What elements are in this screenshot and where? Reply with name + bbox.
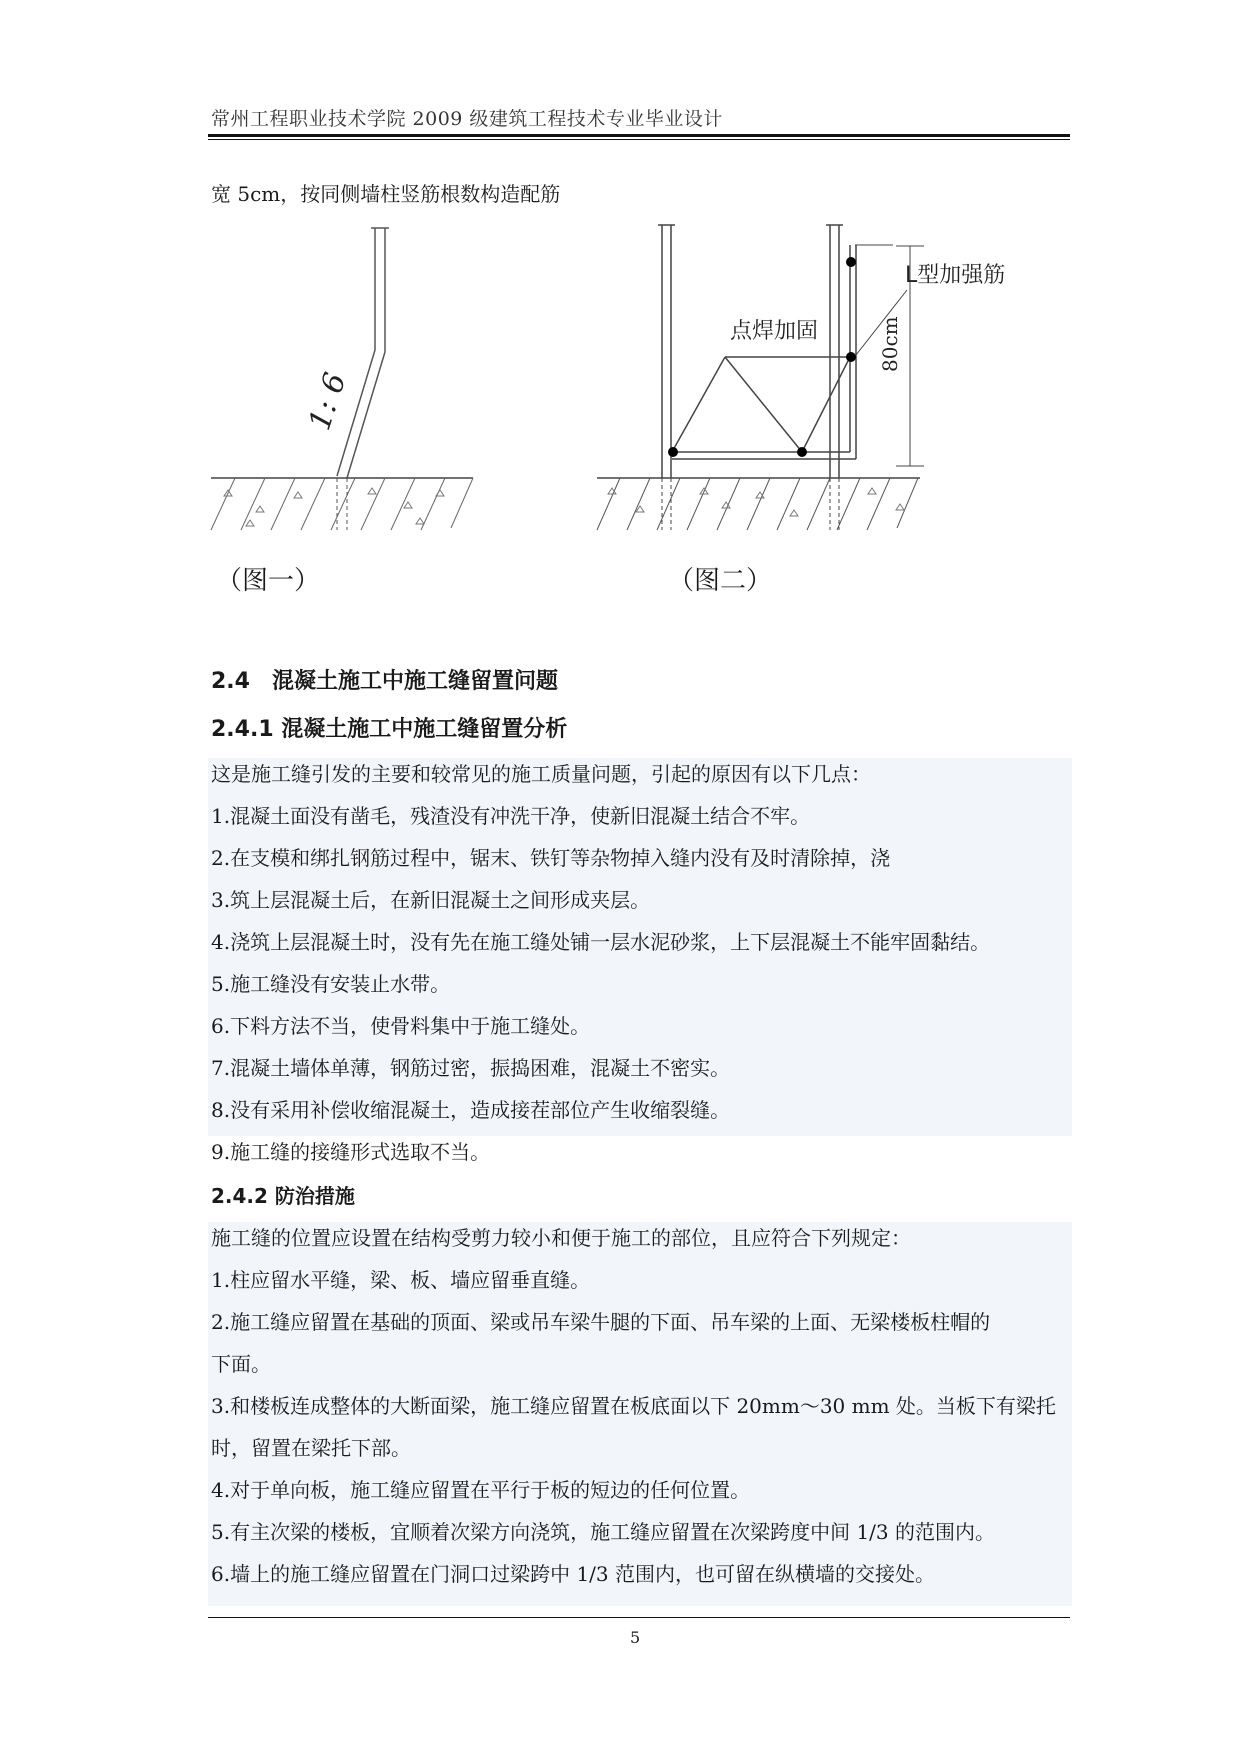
analysis-item: 5.施工缝没有安装止水带。 xyxy=(211,972,451,996)
intro-line: 宽 5cm，按同侧墙柱竖筋根数构造配筋 xyxy=(211,182,561,206)
fig1-ratio-label: 1: 6 xyxy=(302,368,354,435)
section-2-4-heading: 2.4 混凝土施工中施工缝留置问题 xyxy=(211,669,558,694)
measures-item: 6.墙上的施工缝应留置在门洞口过梁跨中 1/3 范围内，也可留在纵横墙的交接处。 xyxy=(211,1562,935,1586)
page-number: 5 xyxy=(630,1628,641,1647)
footer-rule xyxy=(208,1617,1070,1618)
analysis-item: 1.混凝土面没有凿毛，残渣没有冲洗干净，使新旧混凝土结合不牢。 xyxy=(211,804,811,828)
measures-item: 1.柱应留水平缝，梁、板、墙应留垂直缝。 xyxy=(211,1268,591,1292)
figure-1-caption: （图一） xyxy=(216,566,321,596)
fig2-dimension-label: 80cm xyxy=(878,316,902,372)
analysis-paragraph: 这是施工缝引发的主要和较常见的施工质量问题，引起的原因有以下几点： xyxy=(211,762,871,786)
running-header: 常州工程职业技术学院 2009 级建筑工程技术专业毕业设计 xyxy=(211,108,723,130)
measures-item: 2.施工缝应留置在基础的顶面、梁或吊车梁牛腿的下面、吊车梁的上面、无梁楼板柱帽的 xyxy=(211,1310,991,1334)
analysis-item: 3.筑上层混凝土后，在新旧混凝土之间形成夹层。 xyxy=(211,888,651,912)
analysis-item: 9.施工缝的接缝形式选取不当。 xyxy=(211,1140,491,1164)
fig2-rebar-label: L型加强筋 xyxy=(905,263,1006,288)
figure-2 xyxy=(597,225,924,530)
analysis-item: 7.混凝土墙体单薄，钢筋过密，振捣困难，混凝土不密实。 xyxy=(211,1056,731,1080)
analysis-item: 4.浇筑上层混凝土时，没有先在施工缝处铺一层水泥砂浆，上下层混凝土不能牢固黏结。 xyxy=(211,930,991,954)
figure-2-caption: （图二） xyxy=(668,566,773,596)
analysis-item: 6.下料方法不当，使骨料集中于施工缝处。 xyxy=(211,1014,591,1038)
section-2-4-2-heading: 2.4.2 防治措施 xyxy=(211,1184,355,1208)
figures-drawing xyxy=(0,0,1241,620)
measures-item: 5.有主次梁的楼板，宜顺着次梁方向浇筑，施工缝应留置在次梁跨度中间 1/3 的范围内。 xyxy=(211,1520,995,1544)
analysis-item: 8.没有采用补偿收缩混凝土，造成接茬部位产生收缩裂缝。 xyxy=(211,1098,731,1122)
analysis-item: 2.在支模和绑扎钢筋过程中，锯末、铁钉等杂物掉入缝内没有及时清除掉，浇 xyxy=(211,846,891,870)
measures-paragraph: 施工缝的位置应设置在结构受剪力较小和便于施工的部位，且应符合下列规定： xyxy=(211,1226,911,1250)
measures-item-continued: 下面。 xyxy=(211,1352,271,1376)
measures-item-continued: 时，留置在梁托下部。 xyxy=(211,1436,411,1460)
measures-item: 3.和楼板连成整体的大断面梁，施工缝应留置在板底面以下 20mm～30 mm 处。当板下有梁托 xyxy=(211,1394,1056,1418)
fig2-weld-label: 点焊加固 xyxy=(730,319,819,344)
section-2-4-1-heading: 2.4.1 混凝土施工中施工缝留置分析 xyxy=(211,717,568,742)
measures-item: 4.对于单向板，施工缝应留置在平行于板的短边的任何位置。 xyxy=(211,1478,751,1502)
